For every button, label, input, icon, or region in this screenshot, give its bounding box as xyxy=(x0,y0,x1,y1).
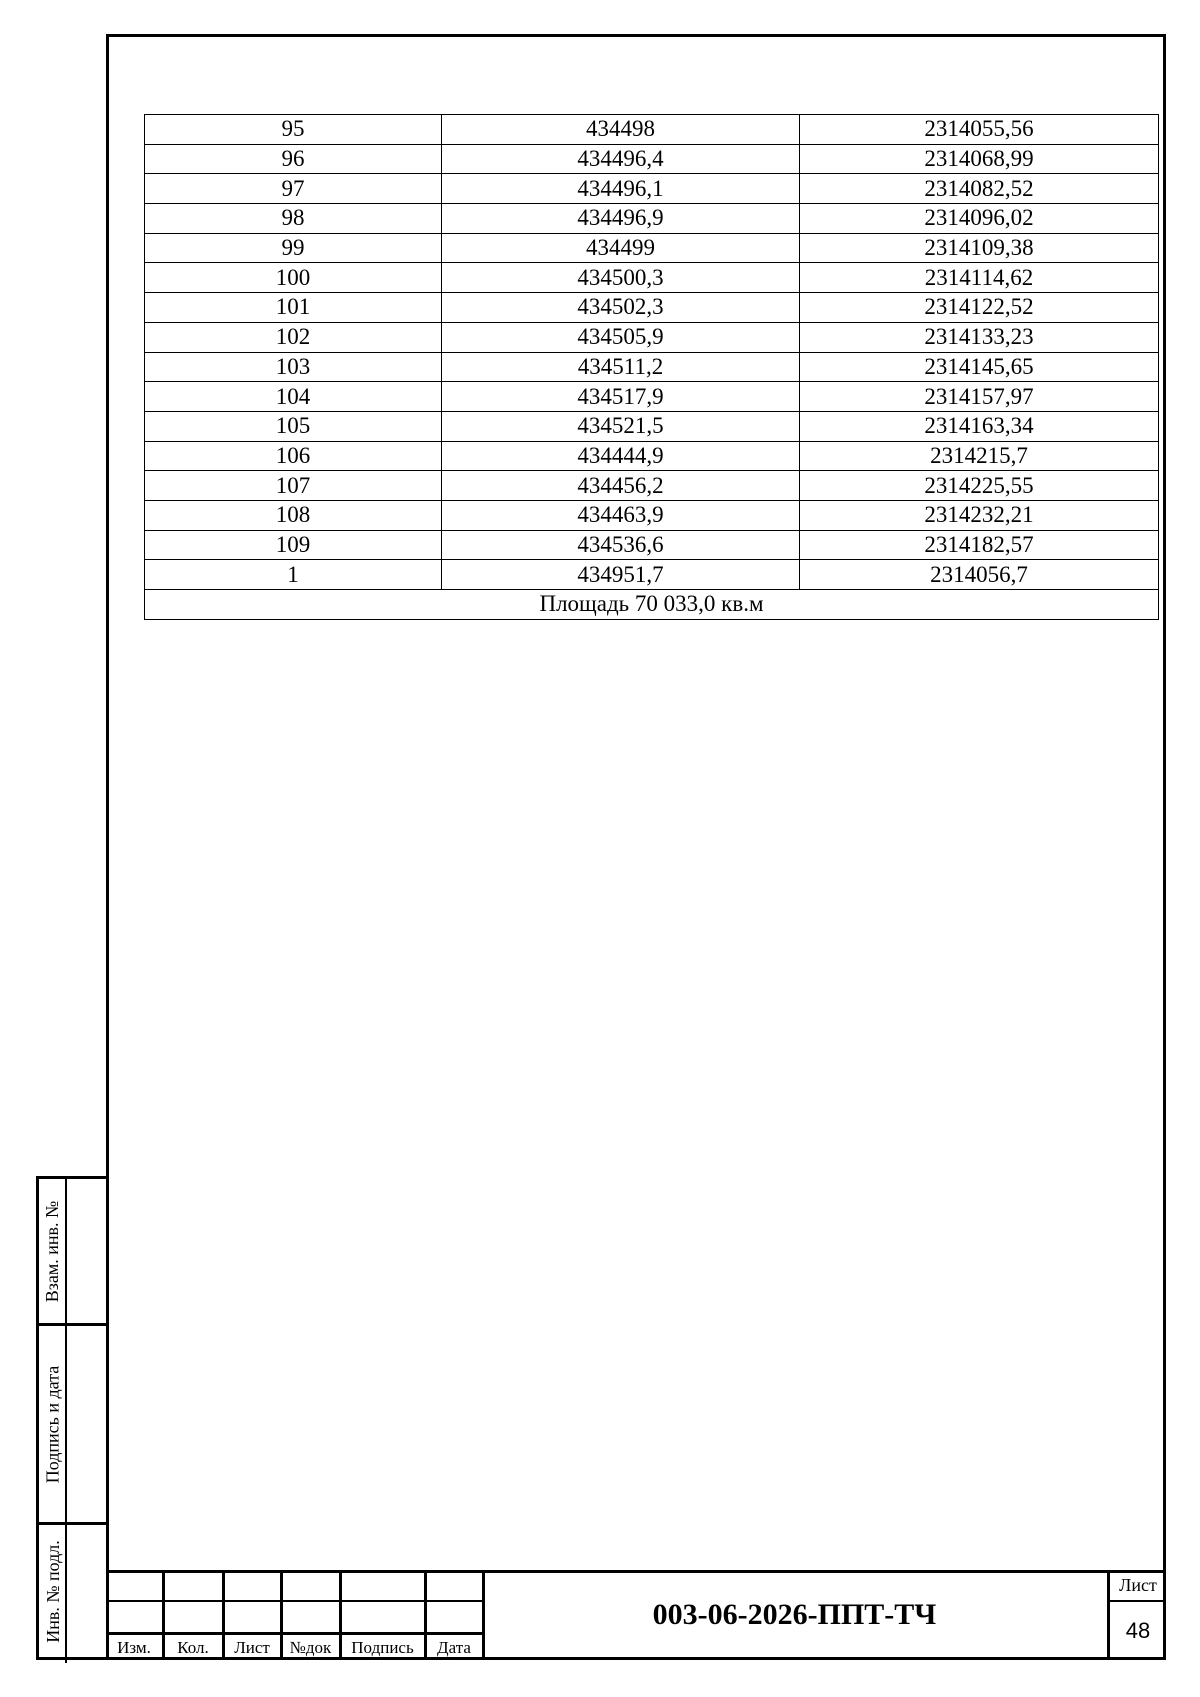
area-total: Площадь 70 033,0 кв.м xyxy=(145,590,1159,620)
y-coordinate-cell: 2314145,65 xyxy=(800,352,1159,382)
y-coordinate-cell: 2314056,7 xyxy=(800,560,1159,590)
table-row xyxy=(145,530,1159,560)
sheet-label: Лист xyxy=(1119,1575,1157,1595)
point-number-cell: 108 xyxy=(145,500,442,530)
sheet-number: 48 xyxy=(1125,1618,1151,1643)
y-coordinate-cell: 2314096,02 xyxy=(800,204,1159,234)
y-coordinate-cell: 2314068,99 xyxy=(800,144,1159,174)
point-number-cell: 95 xyxy=(145,115,442,145)
table-row xyxy=(145,411,1159,441)
point-number-cell: 105 xyxy=(145,411,442,441)
table-row xyxy=(145,471,1159,501)
x-coordinate-cell: 434498 xyxy=(442,115,800,145)
y-coordinate-cell: 2314133,23 xyxy=(800,322,1159,352)
y-coordinate-cell: 2314225,55 xyxy=(800,471,1159,501)
x-coordinate-cell: 434499 xyxy=(442,233,800,263)
table-row xyxy=(145,560,1159,590)
y-coordinate-cell: 2314055,56 xyxy=(800,115,1159,145)
x-coordinate-cell: 434496,4 xyxy=(442,144,800,174)
table-row xyxy=(145,174,1159,204)
table-row xyxy=(145,204,1159,234)
table-row xyxy=(145,382,1159,412)
x-coordinate-cell: 434505,9 xyxy=(442,322,800,352)
point-number-cell: 106 xyxy=(145,441,442,471)
y-coordinate-cell: 2314182,57 xyxy=(800,530,1159,560)
table-row xyxy=(145,144,1159,174)
y-coordinate-cell: 2314122,52 xyxy=(800,293,1159,323)
area-row xyxy=(145,590,1159,620)
y-coordinate-cell: 2314232,21 xyxy=(800,500,1159,530)
x-coordinate-cell: 434502,3 xyxy=(442,293,800,323)
x-coordinate-cell: 434463,9 xyxy=(442,500,800,530)
table-row xyxy=(145,263,1159,293)
table-row xyxy=(145,441,1159,471)
point-number-cell: 99 xyxy=(145,233,442,263)
x-coordinate-cell: 434496,1 xyxy=(442,174,800,204)
col-list: Лист xyxy=(234,1638,270,1657)
col-kol: Кол. xyxy=(177,1638,209,1657)
document-code: 003-06-2026-ППТ-ТЧ xyxy=(652,1598,937,1631)
x-coordinate-cell: 434517,9 xyxy=(442,382,800,412)
x-coordinate-cell: 434521,5 xyxy=(442,411,800,441)
coordinates-table xyxy=(144,114,1159,620)
side-label-inv: Инв. № подл. xyxy=(42,1539,63,1643)
y-coordinate-cell: 2314082,52 xyxy=(800,174,1159,204)
y-coordinate-cell: 2314163,34 xyxy=(800,411,1159,441)
point-number-cell: 103 xyxy=(145,352,442,382)
point-number-cell: 102 xyxy=(145,322,442,352)
table-row xyxy=(145,233,1159,263)
x-coordinate-cell: 434511,2 xyxy=(442,352,800,382)
y-coordinate-cell: 2314109,38 xyxy=(800,233,1159,263)
x-coordinate-cell: 434536,6 xyxy=(442,530,800,560)
x-coordinate-cell: 434496,9 xyxy=(442,204,800,234)
col-data: Дата xyxy=(437,1638,471,1657)
point-number-cell: 1 xyxy=(145,560,442,590)
side-stamp xyxy=(36,1176,106,1660)
col-izm: Изм. xyxy=(117,1638,151,1657)
point-number-cell: 104 xyxy=(145,382,442,412)
table-row xyxy=(145,500,1159,530)
point-number-cell: 100 xyxy=(145,263,442,293)
point-number-cell: 96 xyxy=(145,144,442,174)
y-coordinate-cell: 2314157,97 xyxy=(800,382,1159,412)
side-label-podpis: Подпись и дата xyxy=(42,1365,63,1483)
point-number-cell: 109 xyxy=(145,530,442,560)
point-number-cell: 101 xyxy=(145,293,442,323)
title-block xyxy=(106,1570,1166,1660)
y-coordinate-cell: 2314215,7 xyxy=(800,441,1159,471)
col-podpis: Подпись xyxy=(351,1638,414,1657)
table-row xyxy=(145,293,1159,323)
point-number-cell: 97 xyxy=(145,174,442,204)
col-ndok: №док xyxy=(289,1638,332,1657)
point-number-cell: 107 xyxy=(145,471,442,501)
side-label-vzam: Взам. инв. № xyxy=(42,1200,63,1302)
point-number-cell: 98 xyxy=(145,204,442,234)
table-row xyxy=(145,115,1159,145)
x-coordinate-cell: 434444,9 xyxy=(442,441,800,471)
table-row xyxy=(145,322,1159,352)
x-coordinate-cell: 434951,7 xyxy=(442,560,800,590)
y-coordinate-cell: 2314114,62 xyxy=(800,263,1159,293)
table-row xyxy=(145,352,1159,382)
x-coordinate-cell: 434456,2 xyxy=(442,471,800,501)
x-coordinate-cell: 434500,3 xyxy=(442,263,800,293)
